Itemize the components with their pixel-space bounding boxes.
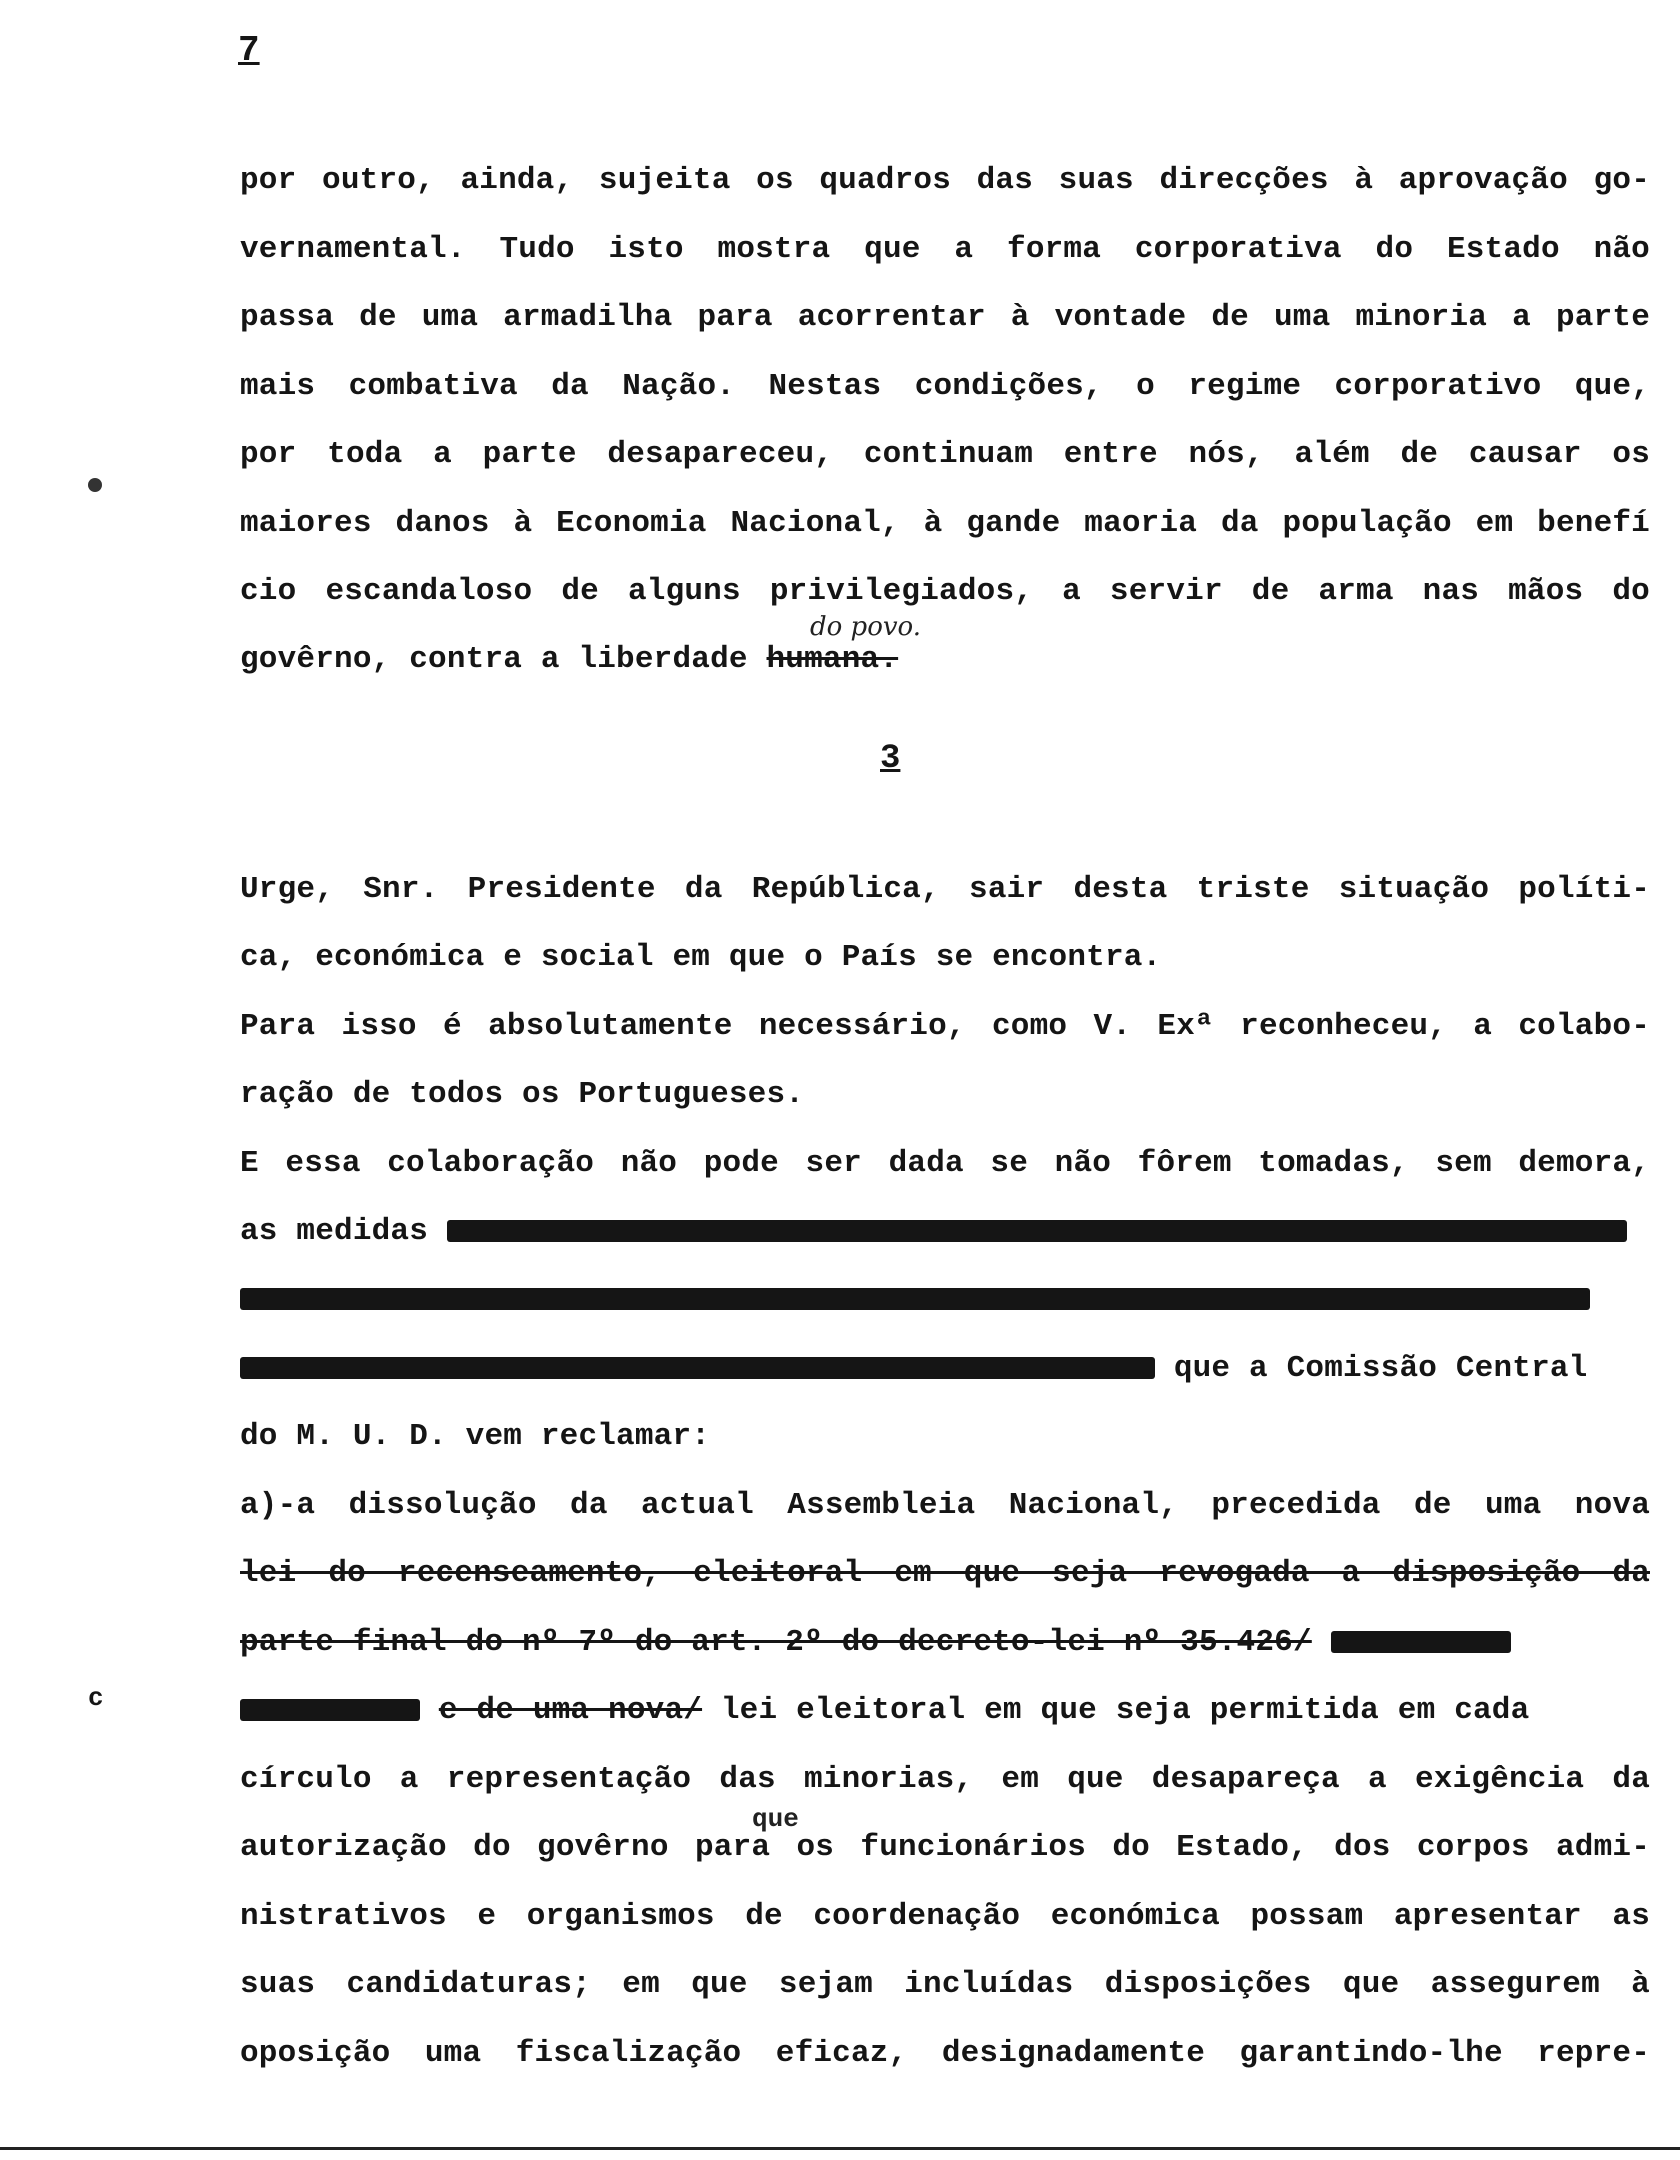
para2-line: ração de todos os Portugueses. [240, 1077, 805, 1112]
medidas-label: as medidas [240, 1214, 429, 1249]
redacted-line [240, 1282, 1650, 1330]
page-number: 7 [238, 30, 260, 71]
comissao-line [240, 1351, 1650, 1399]
comissao-text: que a Comissão Central [1173, 1351, 1588, 1386]
item-a-line: oposição uma fiscalização eficaz, designadamente garantindo-lhe repre- [240, 2036, 1650, 2071]
struck-line: lei do recenseamento, eleitoral em que seja revogada a disposição da [240, 1556, 1650, 1591]
item-a-continuation: lei eleitoral em que seja permitida em cada [720, 1693, 1530, 1728]
para1-line: vernamental. Tudo isto mostra que a forma corporativa do Estado não [240, 232, 1650, 267]
item-a-line: suas candidaturas; em que sejam incluídas disposições que assegurem à [240, 1967, 1650, 2002]
struck-line-3 [240, 1693, 1650, 1741]
para1-line: maiores danos à Economia Nacional, à gande maoria da população em benefí [240, 506, 1650, 541]
redaction-bar [1331, 1631, 1511, 1653]
para2-line: ca, económica e social em que o País se encontra. [240, 940, 1162, 975]
para1-line: por toda a parte desapareceu, continuam entre nós, além de causar os [240, 437, 1650, 472]
para1-line: por outro, ainda, sujeita os quadros das suas direcções à aprovação go- [240, 163, 1650, 198]
para2-line: Para isso é absolutamente necessário, como V. Exª reconheceu, a colabo- [240, 1009, 1650, 1044]
para1-line: passa de uma armadilha para acorrentar à vontade de uma minoria a parte [240, 300, 1650, 335]
bottom-rule [0, 2147, 1680, 2150]
para1-line: cio escandaloso de alguns privilegiados, a servir de arma nas mãos do [240, 574, 1650, 609]
struck-word: humana. [766, 642, 899, 677]
para2-line: Urge, Snr. Presidente da República, sair desta triste situação políti- [240, 872, 1650, 907]
para1-last-text: govêrno, contra a liberdade [240, 642, 748, 677]
struck-line-2 [240, 1625, 1650, 1673]
margin-punch-mark [88, 478, 102, 492]
para2-line: E essa colaboração não pode ser dada se não fôrem tomadas, sem demora, [240, 1146, 1650, 1181]
item-a-line: a)-a dissolução da actual Assembleia Nacional, precedida de uma nova [240, 1488, 1650, 1523]
para1-last-line [240, 642, 1650, 690]
medidas-line [240, 1214, 1650, 1262]
margin-mark: c [88, 1683, 104, 1713]
struck-text: parte final do nº 7º do art. 2º do decreto-lei nº 35.426/ [240, 1625, 1312, 1660]
redaction-bar [240, 1357, 1155, 1379]
redaction-bar [240, 1699, 420, 1721]
redaction-bar [447, 1220, 1627, 1242]
item-a-line: círculo a representação das minorias, em que desapareça a exigência da [240, 1762, 1650, 1797]
handwritten-insertion: que [752, 1804, 799, 1834]
item-a-line: nistrativos e organismos de coordenação económica possam apresentar as [240, 1899, 1650, 1934]
mud-line: do M. U. D. vem reclamar: [240, 1419, 711, 1454]
para1-line: mais combativa da Nação. Nestas condições, o regime corporativo que, [240, 369, 1650, 404]
item-a-line: autorização do govêrno para os funcionários do Estado, dos corpos admi- [240, 1830, 1650, 1865]
section-number: 3 [880, 740, 901, 778]
redaction-bar [240, 1288, 1590, 1310]
struck-text: e de uma nova/ [438, 1693, 703, 1728]
handwritten-insertion: do povo. [810, 612, 922, 642]
